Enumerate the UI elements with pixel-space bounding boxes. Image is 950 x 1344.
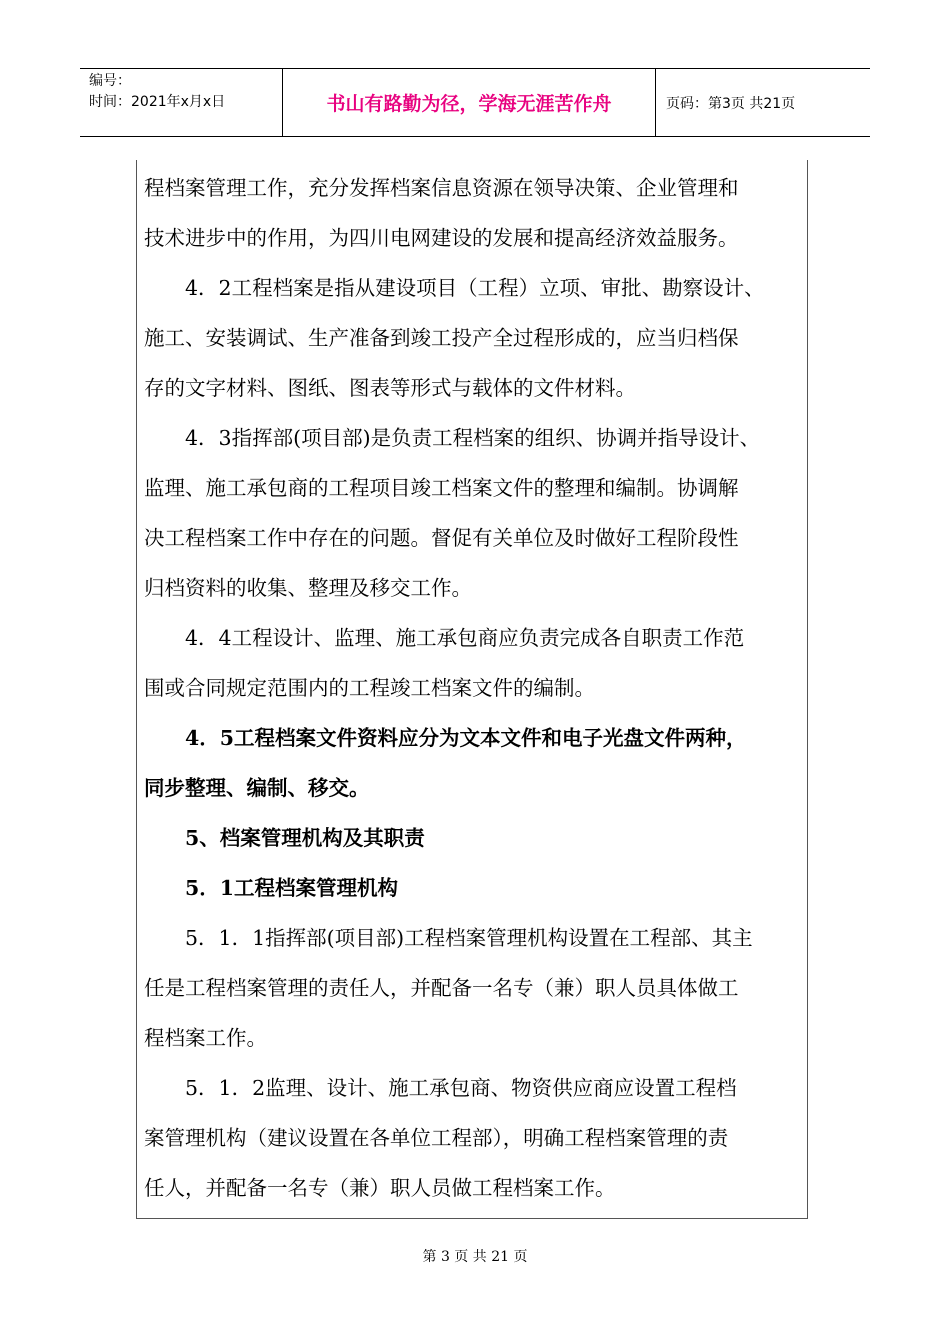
doc-date-label: 时间：2021年x月x日 [89,94,226,110]
doc-number-label: 编号： [89,73,131,89]
header-meta [80,69,283,136]
text-line: 案管理机构（建议设置在各单位工程部），明确工程档案管理的责 [144,1126,729,1150]
subsection-heading: 5．1工程档案管理机构 [144,876,399,900]
text-line: 任是工程档案管理的责任人，并配备一名专（兼）职人员具体做工 [144,976,739,1000]
text-line: 5．1．1指挥部(项目部)工程档案管理机构设置在工程部、其主 [144,926,753,950]
page-footer: 第 3 页 共 21 页 [422,1249,528,1265]
text-line: 决工程档案工作中存在的问题。督促有关单位及时做好工程阶段性 [144,526,739,550]
header-motto: 书山有路勤为径，学海无涯苦作舟 [283,69,656,136]
text-line-bold: 4．5工程档案文件资料应分为文本文件和电子光盘文件两种， [144,726,747,750]
text-line: 存的文字材料、图纸、图表等形式与载体的文件材料。 [144,376,636,400]
text-line: 4．3指挥部(项目部)是负责工程档案的组织、协调并指导设计、 [144,426,761,450]
text-line-bold: 同步整理、编制、移交。 [144,776,370,800]
text-line: 任人，并配备一名专（兼）职人员做工程档案工作。 [144,1176,616,1200]
text-line: 技术进步中的作用，为四川电网建设的发展和提高经济效益服务。 [144,226,739,250]
header-table [80,68,870,137]
text-line: 4．2工程档案是指从建设项目（工程）立项、审批、勘察设计、 [144,276,765,300]
text-line: 5．1．2监理、设计、施工承包商、物资供应商应设置工程档 [144,1076,737,1100]
text-line: 围或合同规定范围内的工程竣工档案文件的编制。 [144,676,595,700]
text-line: 施工、安装调试、生产准备到竣工投产全过程形成的，应当归档保 [144,326,739,350]
text-line: 程档案管理工作，充分发挥档案信息资源在领导决策、企业管理和 [144,176,739,200]
header-page-code: 页码：第3页 共21页 [666,95,796,112]
text-line: 监理、施工承包商的工程项目竣工档案文件的整理和编制。协调解 [144,476,739,500]
text-line: 归档资料的收集、整理及移交工作。 [144,576,472,600]
section-heading: 5、档案管理机构及其职责 [144,826,425,850]
text-line: 4．4工程设计、监理、施工承包商应负责完成各自职责工作范 [144,626,745,650]
text-line: 程档案工作。 [144,1026,267,1050]
